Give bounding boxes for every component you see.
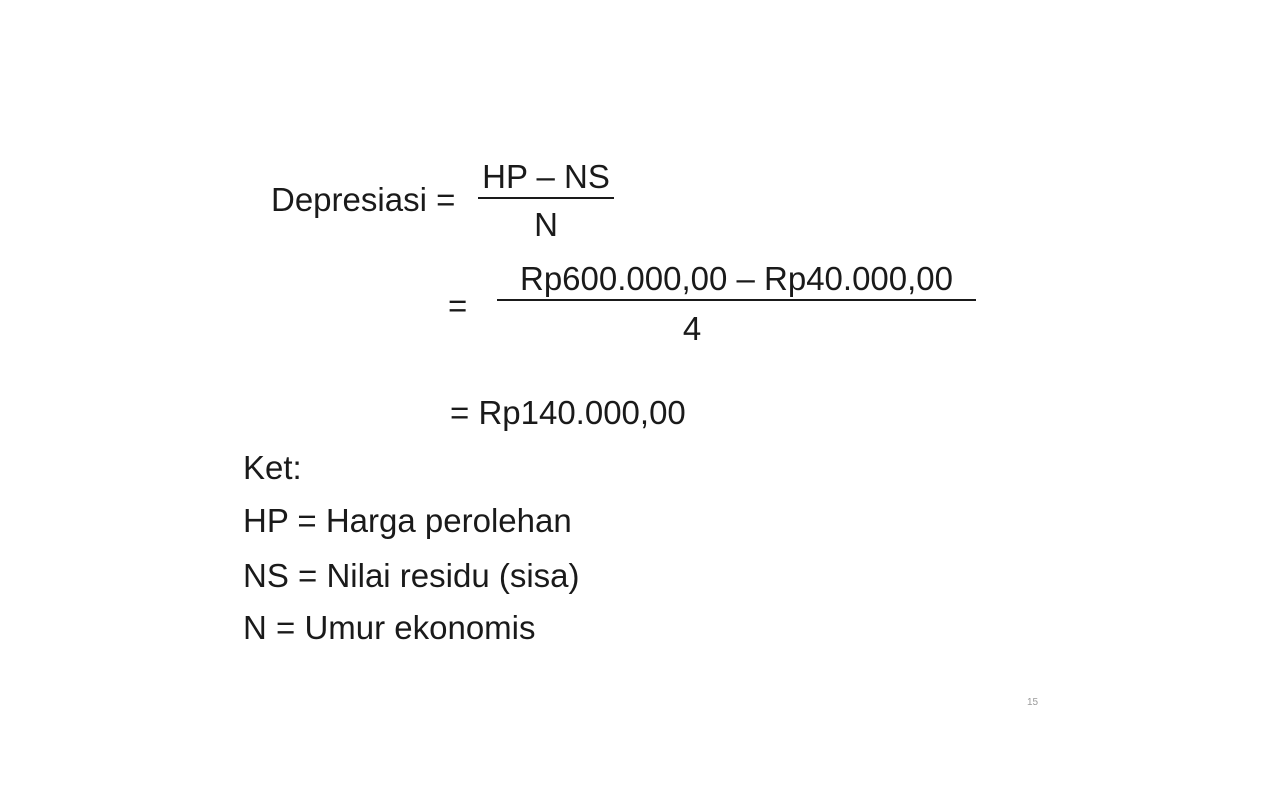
fraction2-numerator: Rp600.000,00 – Rp40.000,00 (519, 260, 954, 297)
fraction1-bar (478, 197, 614, 199)
fraction2-bar (497, 299, 976, 301)
legend-item-ns: NS = Nilai residu (sisa) (243, 557, 580, 594)
legend-title: Ket: (243, 449, 302, 486)
legend-item-n: N = Umur ekonomis (243, 609, 536, 646)
formula-lhs: Depresiasi = (271, 181, 456, 218)
legend-item-hp: HP = Harga perolehan (243, 502, 572, 539)
fraction1-denominator: N (534, 206, 558, 243)
page-number: 15 (1027, 697, 1039, 708)
fraction1-numerator: HP – NS (482, 158, 610, 195)
fraction2-denominator: 4 (682, 310, 702, 347)
formula-result: = Rp140.000,00 (450, 394, 686, 431)
formula-equals-2: = (448, 287, 468, 324)
